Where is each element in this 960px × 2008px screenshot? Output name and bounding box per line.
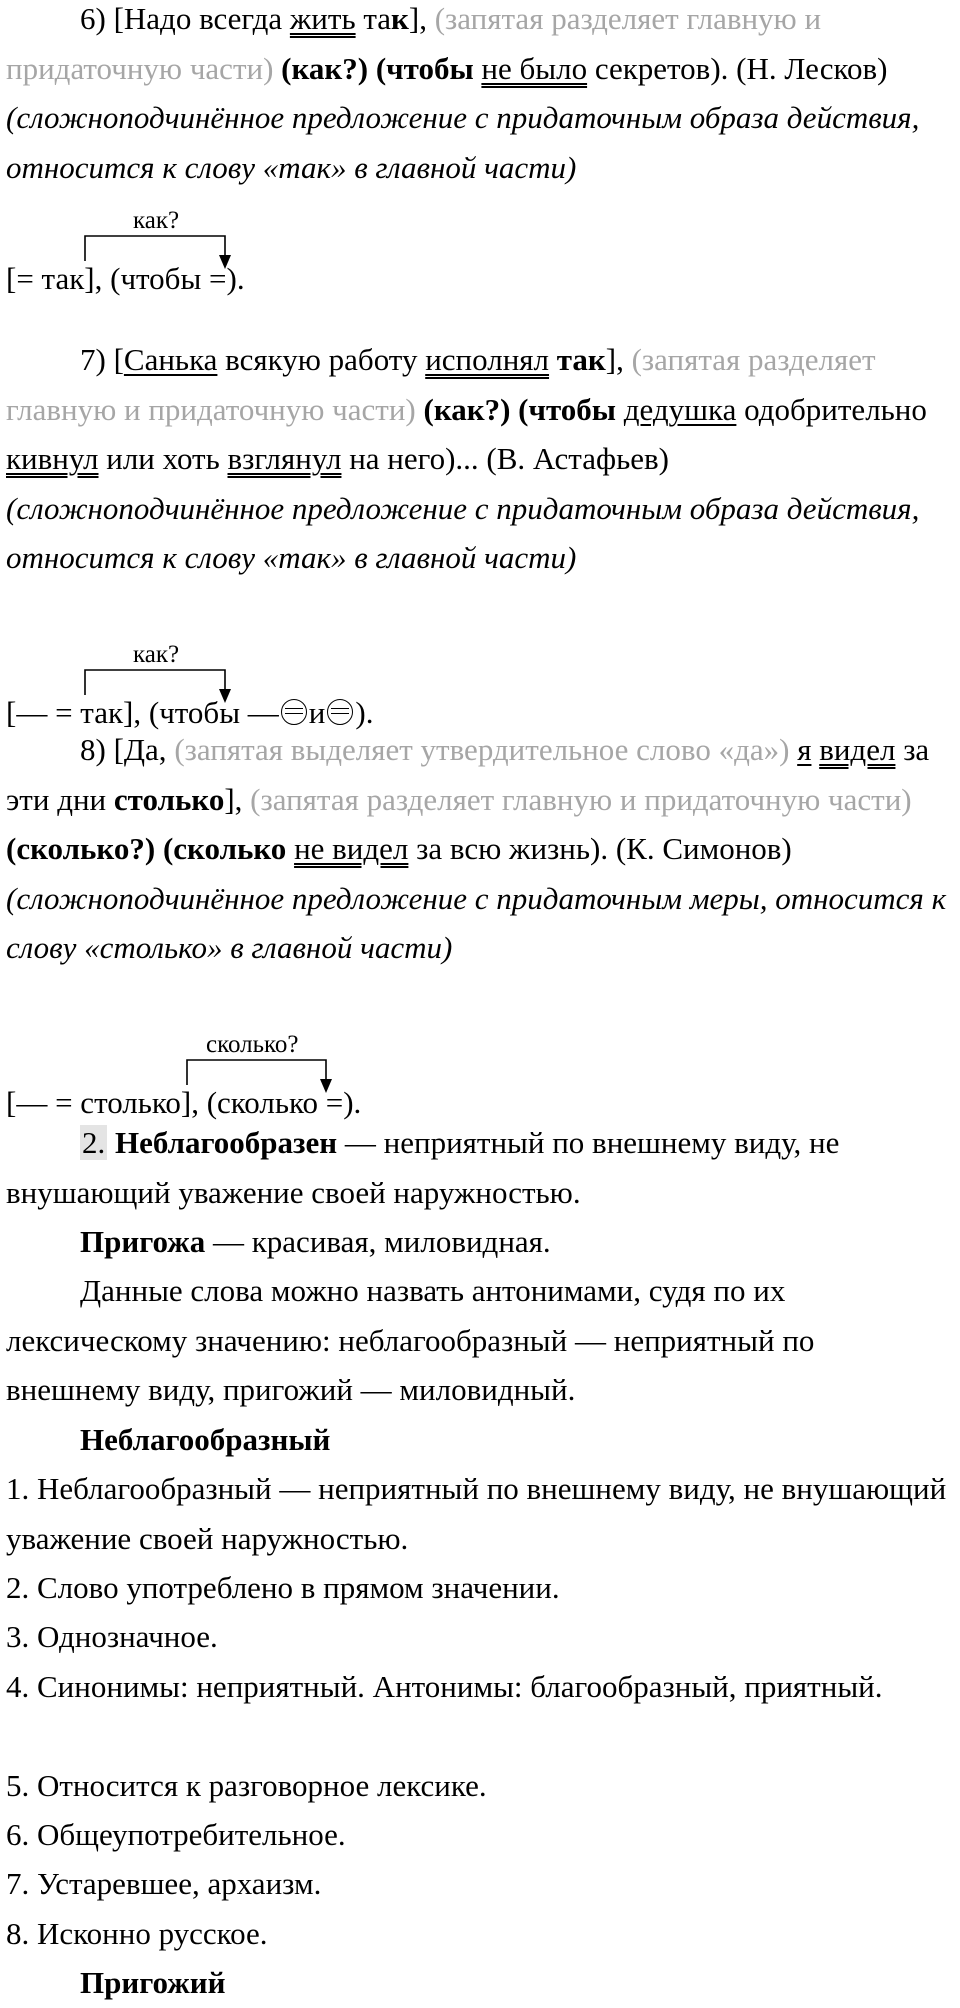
ex6-conjunction: чтобы [386, 50, 474, 86]
ex7-predicate: исполнял [425, 342, 550, 377]
space [549, 342, 557, 377]
homogeneous-predicate-oval [327, 699, 353, 725]
ex7-paren: ( [510, 391, 529, 427]
ex7-demonstrative: так [556, 342, 606, 377]
ex8-number: 8) [Да, [80, 732, 167, 767]
example-7 [6, 335, 954, 583]
ex7-predicate-2: кивнул [6, 441, 99, 476]
definition-2: — красивая, миловидная. [205, 1224, 551, 1259]
ex6-number: 6) [ [80, 1, 124, 36]
ex7-tail: на него)... (В. Астафьев) [341, 441, 669, 476]
ex8-predicate: видел [819, 732, 896, 767]
ex6-predicate: жить [289, 1, 356, 36]
analysis-item: 3. Однозначное. [6, 1619, 218, 1654]
schema-7-conjunction: и [308, 695, 326, 730]
analysis-heading-2: Пригожий [80, 1965, 226, 2000]
ex6-demonstrative: к [391, 1, 409, 36]
schema-6-text: [= так], (чтобы =). [6, 261, 245, 296]
analysis-item: 1. Неблагообразный — неприятный по внешнему виду, не внушающий уважение своей наружностью. [6, 1471, 947, 1556]
ex7-bracket: ], [605, 342, 624, 377]
example-6 [6, 0, 954, 192]
analysis-item: 4. Синонимы: неприятный. Антонимы: благообразный, приятный. [6, 1669, 883, 1704]
ex7-text: или хоть [98, 441, 228, 476]
schema-7-question: как? [133, 641, 180, 668]
ex8-punctuation-note-2: (запятая разделяет главную и придаточную части) [242, 781, 912, 817]
ex8-predicate-2: не видел [294, 831, 409, 866]
schema-8-question: сколько? [206, 1031, 299, 1058]
homogeneous-predicate-oval [281, 699, 307, 725]
ex6-paren: ( [368, 50, 387, 86]
analysis-heading: Неблагообразный [80, 1422, 331, 1457]
ex6-question: (как?) [281, 50, 369, 86]
space [616, 392, 624, 427]
ex6-punctuation-note: (запятая разделяет главную и придаточную части) [6, 1, 822, 86]
space [286, 831, 294, 866]
analysis-item: 6. Общеупотребительное. [6, 1817, 346, 1852]
ex8-bracket: ], [224, 781, 243, 817]
term-neblagoobrazen: Неблагообразен [115, 1125, 338, 1160]
ex7-question: (как?) [423, 391, 511, 427]
ex6-comment: (сложноподчинённое предложение с придаточным образа действия, относится к слову «так» в главной части) [6, 100, 920, 185]
task-2-number: 2. [82, 1125, 106, 1160]
schema-8 [6, 1017, 954, 1127]
ex7-comment: (сложноподчинённое предложение с придаточным образа действия, относится к слову «так» в главной части) [6, 490, 920, 575]
analysis-item: 7. Устаревшее, архаизм. [6, 1866, 322, 1901]
schema-7-text-b: ). [355, 695, 374, 730]
schema-7-text-a: [— = так], (чтобы — [6, 695, 279, 730]
ex8-demonstrative: столько [113, 781, 225, 817]
ex6-text: Надо всегда [123, 1, 290, 36]
ex6-tail: секретов). (Н. Лесков) [587, 50, 888, 86]
schema-7 [6, 627, 954, 737]
ex6-text: та [355, 1, 392, 36]
ex8-question: (сколько?) [6, 831, 156, 866]
schema-8-text: [— = столько], (сколько =). [6, 1085, 362, 1120]
ex7-predicate-3: взглянул [227, 441, 342, 476]
ex6-bracket: ], [408, 1, 427, 36]
schema-6 [6, 193, 954, 303]
example-8 [6, 725, 954, 973]
ex7-subject-2: дедушка [623, 391, 737, 427]
ex6-predicate-2: не было [481, 50, 588, 86]
ex8-subject: я [797, 732, 812, 767]
ex7-text: одобрительно [736, 391, 927, 427]
ex8-conjunction: сколько [173, 831, 287, 866]
ex7-number: 7) [ [80, 342, 124, 377]
task-2-definition-2 [6, 1217, 954, 1267]
task-2-paragraph: Данные слова можно назвать антонимами, судя по их лексическому значению: неблагообразный — неприятный по внешнему виду, пригожий — миловидный. [6, 1273, 815, 1407]
analysis-item: 5. Относится к разговорное лексике. [6, 1768, 487, 1803]
analysis-item: 8. Исконно русское. [6, 1916, 268, 1951]
ex8-text: за эти дни [6, 732, 930, 817]
ex7-text: всякую работу [217, 342, 426, 377]
term-prigozha: Пригожа [80, 1224, 206, 1259]
ex8-paren: ( [155, 831, 174, 866]
ex8-punctuation-note-1: (запятая выделяет утвердительное слово «да») [166, 732, 798, 767]
ex7-subject: Санька [123, 342, 218, 377]
task-2-definition-1 [6, 1118, 954, 1217]
ex7-punctuation-note: (запятая разделяет главную и придаточную части) [6, 342, 876, 427]
ex7-conjunction: чтобы [528, 391, 617, 427]
analysis-item: 2. Слово употреблено в прямом значении. [6, 1570, 560, 1605]
schema-6-question: как? [133, 207, 180, 234]
ex8-comment: (сложноподчинённое предложение с придаточным меры, относится к слову «столько» в главной части) [6, 880, 947, 965]
ex8-tail: за всю жизнь). (К. Симонов) [408, 831, 792, 866]
definition-1: — неприятный по внешнему виду, не внушающий уважение своей наружностью. [6, 1125, 840, 1210]
